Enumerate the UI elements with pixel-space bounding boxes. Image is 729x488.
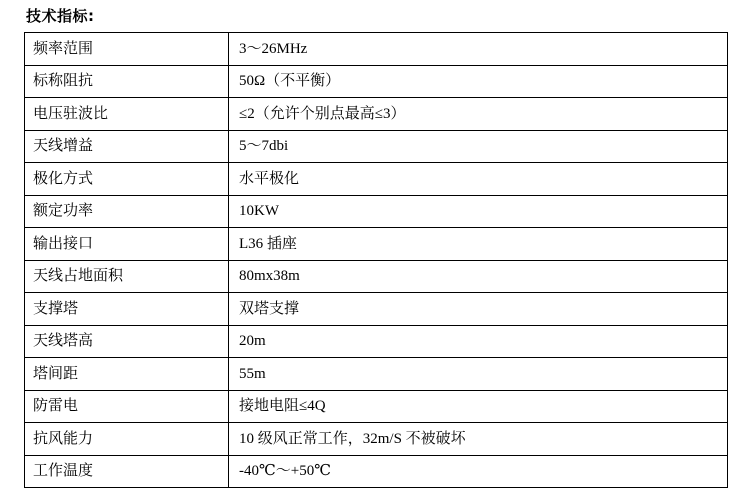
- spec-value: 水平极化: [229, 163, 728, 196]
- spec-label: 天线占地面积: [25, 260, 229, 293]
- spec-label: 天线增益: [25, 130, 229, 163]
- table-row: [25, 390, 728, 423]
- spec-value: 3～26MHz: [229, 33, 728, 66]
- spec-value: 55m: [229, 358, 728, 391]
- table-row: [25, 358, 728, 391]
- spec-value: -40℃～+50℃: [229, 455, 728, 488]
- table-row: [25, 423, 728, 456]
- spec-label: 标称阻抗: [25, 65, 229, 98]
- spec-value: L36 插座: [229, 228, 728, 261]
- specifications-table: [24, 32, 728, 488]
- spec-label: 极化方式: [25, 163, 229, 196]
- table-row: [25, 325, 728, 358]
- spec-label: 抗风能力: [25, 423, 229, 456]
- spec-value: 80mx38m: [229, 260, 728, 293]
- table-row: [25, 455, 728, 488]
- spec-value: 10 级风正常工作，32m/S 不被破坏: [229, 423, 728, 456]
- spec-label: 塔间距: [25, 358, 229, 391]
- spec-label: 输出接口: [25, 228, 229, 261]
- table-row: [25, 228, 728, 261]
- spec-value: 50Ω（不平衡）: [229, 65, 728, 98]
- spec-label: 支撑塔: [25, 293, 229, 326]
- spec-value: 5～7dbi: [229, 130, 728, 163]
- spec-value: ≤2（允许个别点最高≤3）: [229, 98, 728, 131]
- table-row: [25, 163, 728, 196]
- spec-value: 双塔支撑: [229, 293, 728, 326]
- spec-value: 20m: [229, 325, 728, 358]
- spec-label: 天线塔高: [25, 325, 229, 358]
- spec-label: 额定功率: [25, 195, 229, 228]
- table-row: [25, 33, 728, 66]
- spec-label: 频率范围: [25, 33, 229, 66]
- table-row: [25, 65, 728, 98]
- table-row: [25, 260, 728, 293]
- table-row: [25, 195, 728, 228]
- spec-value: 10KW: [229, 195, 728, 228]
- table-row: [25, 98, 728, 131]
- spec-label: 防雷电: [25, 390, 229, 423]
- spec-label: 电压驻波比: [25, 98, 229, 131]
- table-row: [25, 293, 728, 326]
- spec-label: 工作温度: [25, 455, 229, 488]
- table-row: [25, 130, 728, 163]
- spec-value: 接地电阻≤4Q: [229, 390, 728, 423]
- page-title: 技术指标:: [26, 7, 95, 25]
- table-body: [25, 33, 728, 488]
